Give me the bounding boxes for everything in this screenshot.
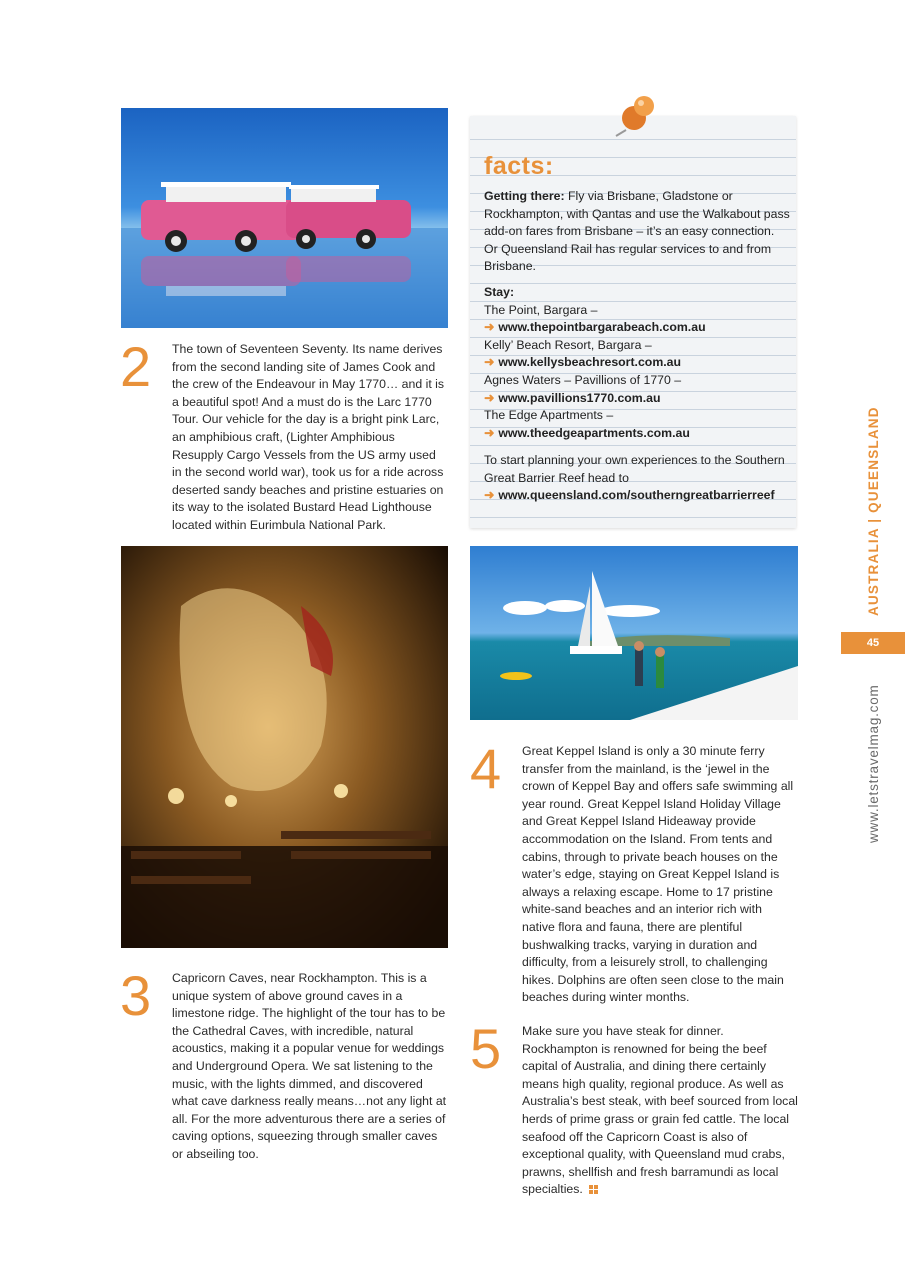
capricorn-caves-photo: [121, 546, 448, 948]
stay-name-4: The Edge Apartments –: [484, 408, 614, 423]
section-state: QUEENSLAND: [866, 406, 881, 513]
section-label: [866, 406, 881, 616]
arrow-icon: ➜: [484, 425, 495, 440]
item-5-text-content: Make sure you have steak for dinner. Rockhampton is renowned for being the beef capital of Australia, and dining there certainly means high quality, regional produce. As well as Australia’s best steak, with beef sourced from local herds of prime grass or grain fed cattle. The local seafood off the Capricorn Coast is also of exceptional quality, with Queensland mud crabs, prawns, shellfish and fresh barramundi as local specialties.: [522, 1024, 798, 1197]
item-4-text: Great Keppel Island is only a 30 minute ferry transfer from the mainland, is the ‘jewel in the crown of Keppel Bay and offers safe swimming all year round. Great Keppel Island Holiday Village and Great Keppel Island Hideaway provide accommodation on the Island. From tents and cabins, through to private beach houses on the water’s edge, staying on Great Keppel Island is always a relaxing escape. Home to 17 pristine white-sand beaches and an interior rich with native flora and fauna, there are plentiful bushwalking tracks, varying in duration and difficulty, from a leisurely stroll, to challenging hikes. Dolphins are often seen close to the main beaches during winter months.: [522, 744, 794, 1005]
larc-vehicles-photo: [121, 108, 448, 328]
getting-there-block: [484, 188, 790, 276]
stay-label: Stay:: [484, 285, 515, 299]
arrow-icon: ➜: [484, 488, 495, 503]
arrow-icon: ➜: [484, 355, 495, 370]
section-separator: |: [866, 512, 881, 528]
planning-url[interactable]: www.queensland.com/southerngreatbarrierreef: [498, 488, 775, 503]
arrow-icon: ➜: [484, 390, 495, 405]
stay-block: [484, 284, 790, 442]
stay-name-1: The Point, Bargara –: [484, 302, 598, 317]
item-5-text: [522, 1023, 798, 1199]
stay-url-4[interactable]: www.theedgeapartments.com.au: [498, 425, 690, 440]
getting-there-text: Fly via Brisbane, Gladstone or Rockhampton, with Qantas and use the Walkabout pass add-on fares from Brisbane – it’s an easy connection. Or Queensland Rail has regular services to and from Brisbane.: [484, 189, 790, 274]
stay-name-3: Agnes Waters – Pavillions of 1770 –: [484, 372, 682, 387]
stay-url-2[interactable]: www.kellysbeachresort.com.au: [498, 355, 682, 370]
pushpin-icon: [612, 94, 660, 138]
facts-note: [470, 116, 796, 528]
section-country: AUSTRALIA: [866, 527, 881, 616]
stay-url-3[interactable]: www.pavillions1770.com.au: [498, 390, 661, 405]
stay-url-1[interactable]: www.thepointbargarabeach.com.au: [498, 320, 706, 335]
planning-block: [484, 452, 790, 505]
item-2-text: The town of Seventeen Seventy. Its name derives from the second landing site of James Cook and the crew of the Endeavour in May 1770… and it is a beautiful spot! And a must do is the Larc 1770 Tour. Our vehicle for the day is a bright pink Larc, an amphibious craft, (Lighter Amphibious Resupply Cargo Vessels from the US army used in the second world war), took us for a ride across deserted sandy beaches and pristine estuaries on its way to the isolated Bustard Head Lighthouse located within Eurimbula National Park.: [172, 342, 445, 532]
end-mark-icon: [589, 1185, 598, 1194]
item-number-4: 4: [470, 737, 502, 800]
item-number-5: 5: [470, 1017, 502, 1080]
page-number: 45: [841, 632, 905, 654]
item-number-2: 2: [120, 335, 152, 398]
website-url[interactable]: www.letstravelmag.com: [866, 684, 881, 843]
getting-there-label: Getting there:: [484, 189, 565, 203]
facts-title: facts:: [484, 152, 554, 180]
arrow-icon: ➜: [484, 320, 495, 335]
great-keppel-sailing-photo: [470, 546, 798, 720]
item-number-3: 3: [120, 964, 152, 1027]
item-3-text: Capricorn Caves, near Rockhampton. This is a unique system of above ground caves in a limestone ridge. The highlight of the tour has to be the Cathedral Caves, with incredible, natural acoustics, making it a popular venue for weddings and Underground Opera. We sat listening to the music, with the lights dimmed, and discovered what cave darkness really means…not any light at all. For the more adventurous there are a series of caving options, squeezing through smaller caves or abseiling too.: [172, 971, 447, 1161]
stay-name-2: Kelly’ Beach Resort, Bargara –: [484, 337, 652, 352]
planning-text: To start planning your own experiences to the Southern Great Barrier Reef head to: [484, 453, 785, 485]
